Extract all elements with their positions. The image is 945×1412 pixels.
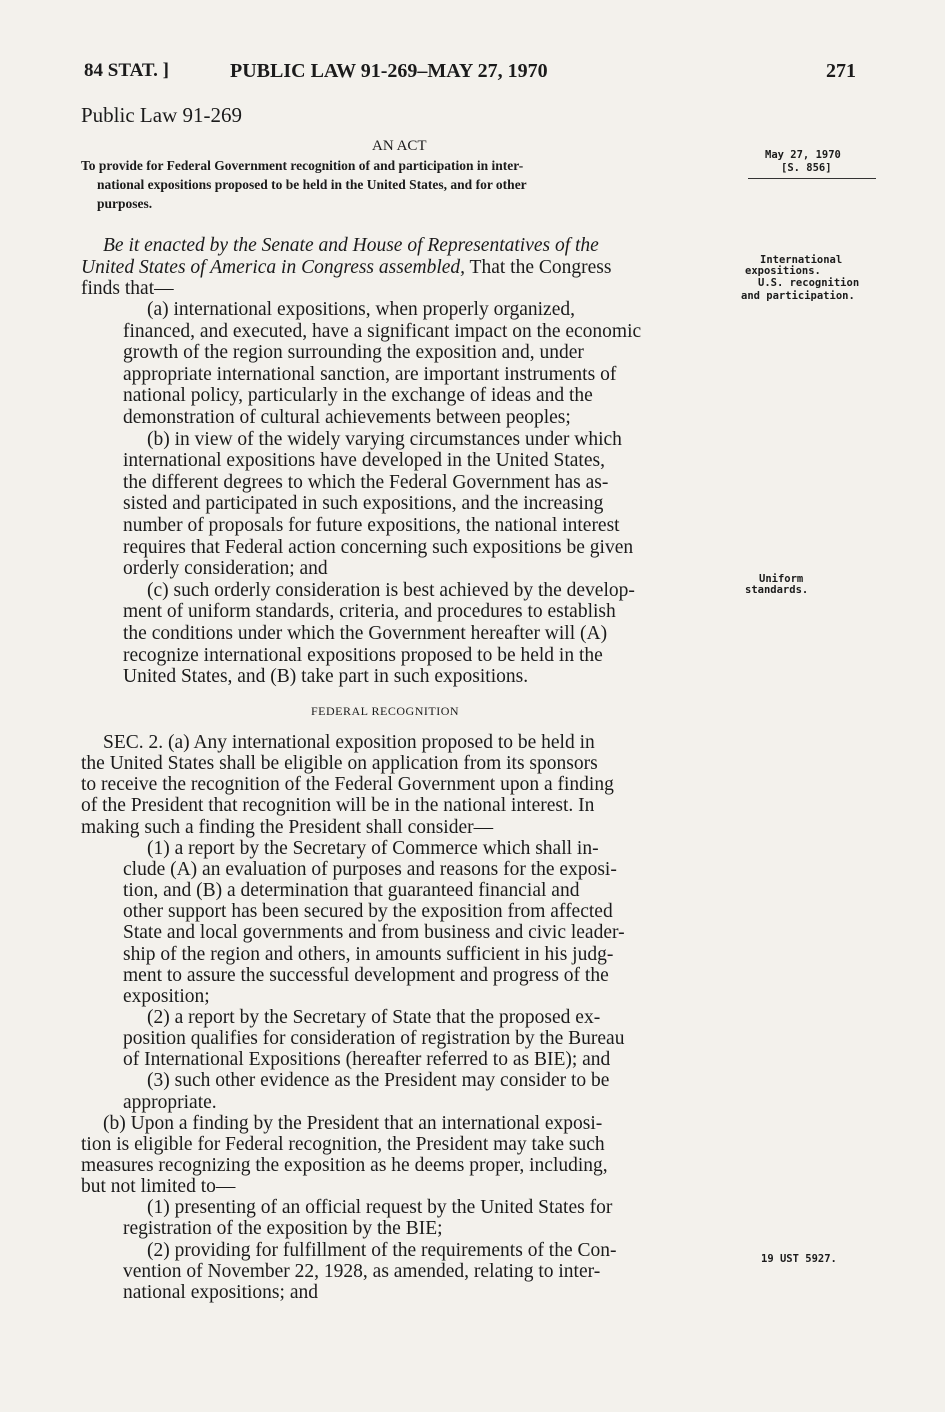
section-2-line: appropriate. bbox=[123, 1091, 217, 1113]
section-2-heading: FEDERAL RECOGNITION bbox=[311, 704, 460, 718]
purpose-line: national expositions proposed to be held in the United States, and for other bbox=[97, 177, 527, 192]
section-1-line: (c) such orderly consideration is best achieved by the develop- bbox=[147, 579, 635, 601]
law-title: Public Law 91-269 bbox=[81, 103, 242, 127]
act-heading: AN ACT bbox=[372, 138, 427, 154]
section-2-line: tion is eligible for Federal recognition, the President may take such bbox=[81, 1133, 605, 1155]
section-2-line: of the President that recognition will be in the national interest. In bbox=[81, 795, 595, 817]
section-2-line: clude (A) an evaluation of purposes and reasons for the exposi- bbox=[123, 858, 617, 880]
margin-date: May 27, 1970 bbox=[765, 149, 841, 161]
margin-rule bbox=[748, 178, 876, 179]
section-2-line: the United States shall be eligible on application from its sponsors bbox=[81, 753, 598, 775]
margin-note-treaty-cite: 19 UST 5927. bbox=[761, 1253, 837, 1265]
margin-note-us-recognition: U.S. recognition bbox=[758, 277, 860, 289]
section-2-line: of International Expositions (hereafter referred to as BIE); and bbox=[123, 1049, 611, 1071]
section-1-line: United States, and (B) take part in such expositions. bbox=[123, 666, 529, 688]
enacting-clause-italic: United States of America in Congress assembled, bbox=[81, 257, 466, 278]
section-2-line: (1) presenting of an official request by the United States for bbox=[147, 1197, 613, 1219]
section-1-line: the different degrees to which the Federal Government has as- bbox=[123, 471, 609, 493]
section-1-line: national policy, particularly in the exchange of ideas and the bbox=[123, 385, 593, 407]
section-1-line: sisted and participated in such expositions, and the increasing bbox=[123, 493, 604, 515]
section-1-line: growth of the region surrounding the exposition and, under bbox=[123, 342, 584, 364]
section-1-line: ment of uniform standards, criteria, and procedures to establish bbox=[123, 601, 616, 623]
section-2-line: tion, and (B) a determination that guaranteed financial and bbox=[123, 880, 580, 902]
section-1-line: appropriate international sanction, are important instruments of bbox=[123, 363, 617, 385]
section-2-line: position qualifies for consideration of registration by the Bureau bbox=[123, 1028, 625, 1050]
document-body bbox=[81, 0, 741, 1412]
section-1-line: recognize international expositions proposed to be held in the bbox=[123, 644, 603, 666]
purpose-line: To provide for Federal Government recognition of and participation in inter- bbox=[81, 158, 524, 173]
section-2-line: to receive the recognition of the Federal Government upon a finding bbox=[81, 774, 614, 796]
section-2-line: national expositions; and bbox=[123, 1281, 318, 1303]
margin-note-international: International bbox=[760, 254, 843, 266]
section-1-line: number of proposals for future expositions, the national interest bbox=[123, 515, 620, 536]
section-2-line: registration of the exposition by the BIE; bbox=[123, 1218, 443, 1240]
page-number: 271 bbox=[826, 60, 856, 82]
section-2-line: (1) a report by the Secretary of Commerce which shall in- bbox=[147, 837, 599, 859]
section-2-line: State and local governments and from business and civic leader- bbox=[123, 922, 625, 944]
section-2-line: (b) Upon a finding by the President that an international exposi- bbox=[103, 1112, 603, 1134]
enacting-clause-line3: finds that— bbox=[81, 278, 174, 299]
section-2-line: (3) such other evidence as the President may consider to be bbox=[147, 1070, 610, 1092]
section-2-line: exposition; bbox=[123, 985, 210, 1007]
margin-note-uniform: Uniform bbox=[759, 573, 804, 585]
enacting-clause-rest: That the Congress bbox=[465, 257, 612, 278]
margin-bill-number: [S. 856] bbox=[781, 162, 832, 174]
section-2-line: vention of November 22, 1928, as amended, relating to inter- bbox=[123, 1260, 601, 1282]
section-1-line: international expositions have developed in the United States, bbox=[123, 450, 605, 472]
margin-note-standards: standards. bbox=[745, 584, 809, 596]
header-stat-reference: 84 STAT. ] bbox=[84, 60, 169, 81]
section-1-line: requires that Federal action concerning such expositions be given bbox=[123, 536, 634, 558]
section-2-line: SEC. 2. (a) Any international exposition proposed to be held in bbox=[103, 732, 595, 753]
section-2-line: (2) a report by the Secretary of State that the proposed ex- bbox=[147, 1006, 601, 1028]
section-2-line: (2) providing for fulfillment of the requirements of the Con- bbox=[147, 1239, 617, 1261]
header-title: PUBLIC LAW 91-269–MAY 27, 1970 bbox=[230, 60, 548, 82]
section-2-line: other support has been secured by the exposition from affected bbox=[123, 901, 613, 923]
section-1-line: demonstration of cultural achievements between peoples; bbox=[123, 407, 571, 428]
section-2-line: ship of the region and others, in amounts sufficient in his judg- bbox=[123, 943, 614, 965]
margin-note-participation: and participation. bbox=[741, 290, 855, 302]
section-2-line: ment to assure the successful development and progress of the bbox=[123, 964, 609, 986]
enacting-clause-line1: Be it enacted by the Senate and House of Representatives of the bbox=[103, 235, 599, 256]
section-2-line: making such a finding the President shall consider— bbox=[81, 816, 494, 838]
section-1-line: the conditions under which the Government hereafter will (A) bbox=[123, 623, 608, 644]
section-1-line: (b) in view of the widely varying circumstances under which bbox=[147, 428, 622, 450]
section-1-line: (a) international expositions, when properly organized, bbox=[147, 299, 575, 320]
margin-note-expositions: expositions. bbox=[745, 265, 821, 277]
purpose-line: purposes. bbox=[97, 196, 153, 211]
section-2-line: measures recognizing the exposition as he deems proper, including, bbox=[81, 1155, 608, 1176]
section-1-line: orderly consideration; and bbox=[123, 558, 328, 580]
section-2-line: but not limited to— bbox=[81, 1176, 236, 1198]
enacting-clause-line2 bbox=[81, 257, 611, 279]
section-1-line: financed, and executed, have a significant impact on the economic bbox=[123, 320, 642, 342]
